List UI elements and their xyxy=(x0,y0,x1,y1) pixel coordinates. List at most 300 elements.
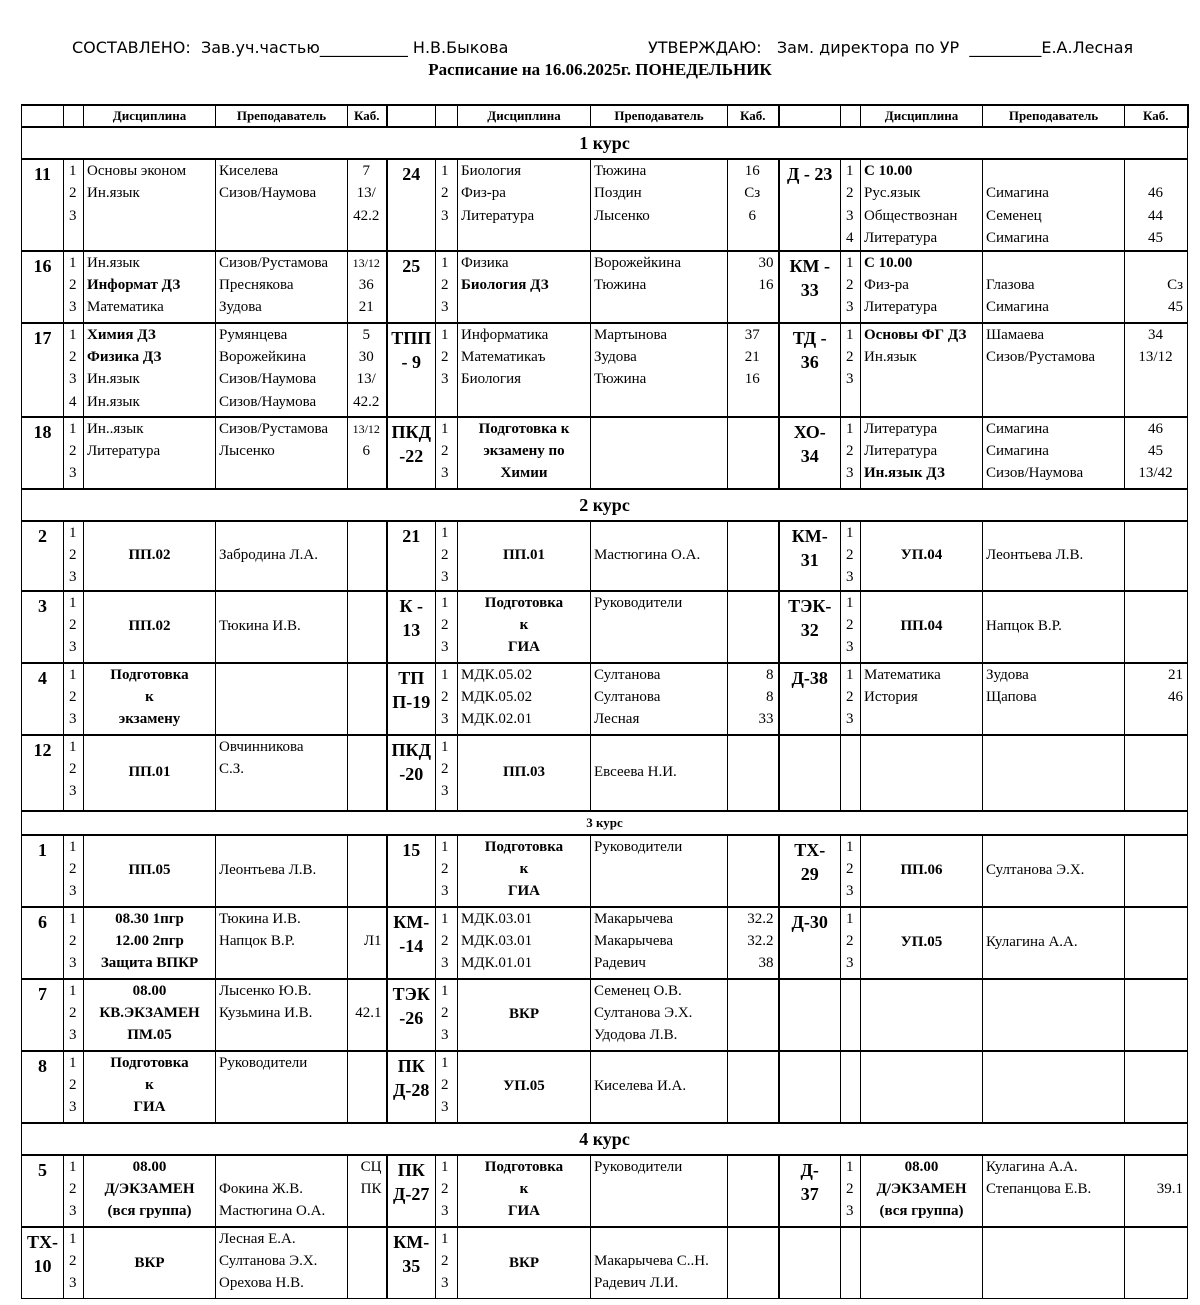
discipline-cell xyxy=(458,323,591,417)
header-blank xyxy=(779,105,841,127)
cell-line xyxy=(351,836,382,858)
discipline-cell xyxy=(861,521,983,591)
cell-line: 3 xyxy=(38,595,47,616)
cell-line xyxy=(351,908,382,930)
cell-line: Литература xyxy=(461,207,535,224)
header-room: Каб. xyxy=(728,105,779,127)
room-cell xyxy=(728,417,779,489)
cell-line: 16 xyxy=(758,277,774,294)
cell-line xyxy=(846,736,859,758)
cell-line: Румянцева xyxy=(219,326,288,343)
cell-line: 1 xyxy=(441,982,449,999)
pair-numbers xyxy=(841,1227,861,1299)
cell-line: Забродина Л.А. xyxy=(219,547,318,564)
discipline-cell xyxy=(861,159,983,251)
group-number xyxy=(22,979,64,1051)
cell-line: Физика ДЗ xyxy=(87,349,162,366)
cell-line: 2 xyxy=(846,1181,854,1198)
cell-line: Биология xyxy=(461,163,522,179)
cell-line: ГИА xyxy=(507,1203,541,1220)
cell-line: ПК xyxy=(360,1181,382,1198)
cell-line: 7 xyxy=(362,163,370,179)
cell-line: 39.1 xyxy=(1156,1181,1183,1198)
cell-line: 3 xyxy=(69,1275,77,1292)
cell-line: к xyxy=(145,689,154,706)
discipline-cell xyxy=(84,1227,216,1299)
pair-numbers xyxy=(841,521,861,591)
cell-line: ПП.06 xyxy=(900,862,943,879)
room-cell xyxy=(728,663,779,735)
room-cell xyxy=(1125,1227,1188,1299)
cell-line xyxy=(986,1052,1121,1074)
cell-line: Поздин xyxy=(594,185,642,202)
cell-line: 3 xyxy=(441,207,449,224)
group-number xyxy=(387,735,436,811)
cell-line: Основы эконом xyxy=(87,163,187,179)
teacher-cell xyxy=(591,1051,728,1123)
cell-line: 3 xyxy=(69,1099,77,1116)
cell-line: Макарычева xyxy=(594,933,674,950)
cell-line: Литература xyxy=(864,420,938,437)
cell-line: Физ-ра xyxy=(461,185,506,202)
cell-line: Симагина xyxy=(986,185,1049,202)
cell-line: 3 xyxy=(441,711,449,728)
cell-line: 2 xyxy=(69,1253,77,1270)
cell-line: 36 xyxy=(358,277,374,294)
cell-line: Сизов/Наумова xyxy=(219,185,317,202)
room-cell xyxy=(728,835,779,907)
cell-line xyxy=(1128,592,1183,614)
cell-line: Киселева И.А. xyxy=(594,1078,687,1095)
cell-line: МДК.02.01 xyxy=(461,711,533,728)
cell-line: 17 xyxy=(33,327,52,348)
teacher-cell xyxy=(591,835,728,907)
cell-line: 3 xyxy=(441,783,449,800)
cell-line: 08.30 1пгр xyxy=(115,910,184,927)
cell-line: МДК.03.01 xyxy=(461,933,533,950)
cell-line: - 9 xyxy=(401,351,421,372)
pair-numbers xyxy=(436,591,458,663)
cell-line: Биология ДЗ xyxy=(461,277,549,294)
cell-line: Зудова xyxy=(594,349,637,366)
cell-line: Макарычева С..Н. xyxy=(594,1253,709,1270)
cell-line: Физика xyxy=(461,254,509,271)
cell-line: 2 xyxy=(441,349,449,366)
approved-by: УТВЕРЖДАЮ: Зам. директора по УР _________Е.А.Лесная xyxy=(648,38,1134,57)
discipline-cell xyxy=(84,663,216,735)
cell-line: УП.05 xyxy=(503,1078,545,1095)
teacher-cell xyxy=(983,251,1125,323)
cell-line: ПК xyxy=(397,1055,425,1076)
cell-line: 3 xyxy=(846,955,854,972)
cell-line: 2 xyxy=(441,1005,449,1022)
cell-line: Султанова Э.Х. xyxy=(219,1253,318,1270)
cell-line: 29 xyxy=(800,863,819,884)
cell-line: 1 xyxy=(441,1054,449,1071)
cell-line xyxy=(846,1228,859,1250)
cell-line: к xyxy=(145,1077,154,1094)
cell-line: 21 xyxy=(358,299,374,316)
teacher-cell xyxy=(216,159,348,251)
pair-numbers xyxy=(436,663,458,735)
room-cell xyxy=(728,323,779,417)
discipline-cell xyxy=(861,1155,983,1227)
cell-line: К - xyxy=(399,595,424,616)
teacher-cell xyxy=(591,323,728,417)
teacher-cell xyxy=(983,835,1125,907)
cell-line: ПП.02 xyxy=(128,618,171,635)
cell-line: ТД - xyxy=(792,327,827,348)
room-cell xyxy=(728,979,779,1051)
cell-line: (вся группа) xyxy=(107,1203,192,1220)
cell-line: Ин.язык xyxy=(87,254,140,271)
pair-numbers xyxy=(436,417,458,489)
group-number xyxy=(387,1051,436,1123)
cell-line: (вся группа) xyxy=(879,1203,964,1220)
teacher-cell xyxy=(216,907,348,979)
cell-line xyxy=(351,1052,382,1074)
cell-line: Симагина xyxy=(986,443,1049,460)
cell-line: КМ - xyxy=(789,255,831,276)
header-blank xyxy=(22,105,64,127)
group-number xyxy=(779,591,841,663)
cell-line: 45 xyxy=(1168,299,1183,316)
cell-line xyxy=(731,736,774,758)
room-cell xyxy=(348,521,387,591)
cell-line: 13/42 xyxy=(1138,465,1173,482)
teacher-cell xyxy=(983,1155,1125,1227)
cell-line: ПП.05 xyxy=(128,862,171,879)
cell-line: 37 xyxy=(744,326,760,343)
cell-line: 46 xyxy=(1168,689,1183,706)
discipline-cell xyxy=(84,323,216,417)
cell-line: 2 xyxy=(69,861,77,878)
pair-numbers xyxy=(64,907,84,979)
cell-line: Д- xyxy=(800,1159,819,1180)
cell-line: Тюжина xyxy=(594,371,647,388)
cell-line: 1 xyxy=(846,666,854,683)
discipline-cell xyxy=(861,251,983,323)
teacher-cell xyxy=(216,835,348,907)
cell-line: Математика xyxy=(864,666,941,683)
cell-line: ВКР xyxy=(508,1006,540,1023)
group-number xyxy=(387,1227,436,1299)
group-number xyxy=(22,521,64,591)
cell-line: Тюжина xyxy=(594,163,647,179)
cell-line: ГИА xyxy=(507,639,541,656)
cell-line: 1 xyxy=(441,524,449,541)
group-number xyxy=(779,979,841,1051)
cell-line: Основы ФГ ДЗ xyxy=(864,326,967,343)
cell-line: 1 xyxy=(69,1230,77,1247)
teacher-cell xyxy=(591,521,728,591)
cell-line: 33 xyxy=(800,279,819,300)
pair-numbers xyxy=(64,735,84,811)
teacher-cell xyxy=(216,417,348,489)
cell-line: 3 xyxy=(69,783,77,800)
cell-line: Д - 23 xyxy=(787,164,833,184)
discipline-cell xyxy=(458,1051,591,1123)
cell-line: 21 xyxy=(744,349,760,366)
cell-line: 30 xyxy=(758,254,774,271)
cell-line: -22 xyxy=(399,445,424,466)
cell-line: 2 xyxy=(69,277,77,294)
discipline-cell xyxy=(861,1051,983,1123)
cell-line: 42.2 xyxy=(353,393,380,410)
pair-numbers xyxy=(841,159,861,251)
pair-numbers xyxy=(841,735,861,811)
cell-line: 44 xyxy=(1148,207,1163,224)
teacher-cell xyxy=(591,591,728,663)
teacher-cell xyxy=(983,1051,1125,1123)
group-row xyxy=(22,979,1188,1051)
cell-line: 3 xyxy=(441,299,449,316)
teacher-cell xyxy=(983,735,1125,811)
pair-numbers xyxy=(841,417,861,489)
group-row xyxy=(22,735,1188,811)
cell-line: ГИА xyxy=(133,1099,166,1116)
cell-line: Кулагина А.А. xyxy=(986,934,1078,951)
cell-line: Ин.язык xyxy=(87,371,140,388)
pair-numbers xyxy=(841,591,861,663)
group-number xyxy=(387,417,436,489)
cell-line: С 10.00 xyxy=(864,254,913,271)
teacher-cell xyxy=(591,251,728,323)
cell-line: 1 xyxy=(69,1158,77,1175)
room-cell xyxy=(728,1051,779,1123)
group-number xyxy=(22,835,64,907)
room-cell xyxy=(1125,663,1188,735)
group-row xyxy=(22,663,1188,735)
cell-line xyxy=(864,980,979,1002)
cell-line xyxy=(781,982,840,1006)
cell-line xyxy=(731,1228,774,1250)
group-number xyxy=(779,835,841,907)
cell-line xyxy=(986,736,1121,758)
group-number xyxy=(387,907,436,979)
cell-line: Подготовка xyxy=(110,1054,189,1071)
cell-line: 46 xyxy=(1148,185,1163,202)
cell-line: Подготовка xyxy=(484,1158,564,1175)
cell-line: 3 xyxy=(69,465,77,482)
group-number xyxy=(779,159,841,251)
cell-line: к xyxy=(519,861,529,878)
teacher-cell xyxy=(216,979,348,1051)
cell-line: ПП.01 xyxy=(128,764,171,781)
cell-line: Информат ДЗ xyxy=(87,277,181,294)
teacher-cell xyxy=(216,323,348,417)
cell-line: 1 xyxy=(441,594,449,611)
teacher-cell xyxy=(983,417,1125,489)
cell-line: Сизов/Рустамова xyxy=(219,420,329,437)
cell-line: 46 xyxy=(1148,420,1163,437)
discipline-cell xyxy=(84,907,216,979)
cell-line: УП.04 xyxy=(900,547,943,564)
pair-numbers xyxy=(436,521,458,591)
cell-line: Сизов/Рустамова xyxy=(986,349,1096,366)
cell-line: ПП.01 xyxy=(502,547,546,564)
pair-numbers xyxy=(841,251,861,323)
group-row xyxy=(22,1051,1188,1123)
group-number xyxy=(779,735,841,811)
cell-line: 21 xyxy=(1168,666,1183,683)
teacher-cell xyxy=(591,663,728,735)
cell-line: Султанова xyxy=(594,666,661,683)
cell-line: Тюкина И.В. xyxy=(219,618,301,635)
cell-line: 3 xyxy=(441,639,449,656)
group-number xyxy=(387,979,436,1051)
room-cell xyxy=(1125,521,1188,591)
cell-line: 2 xyxy=(846,547,854,564)
pair-numbers xyxy=(64,417,84,489)
cell-line: 2 xyxy=(69,1077,77,1094)
cell-line: 2 xyxy=(846,185,854,202)
group-number xyxy=(22,907,64,979)
cell-line: 1 xyxy=(441,1230,449,1247)
cell-line: к xyxy=(519,617,529,634)
cell-line: Руководители xyxy=(594,594,683,611)
schedule-table xyxy=(21,104,1189,1299)
cell-line: 1 xyxy=(38,839,47,860)
room-cell xyxy=(728,1155,779,1227)
header-room: Каб. xyxy=(348,105,387,127)
cell-line: 3 xyxy=(441,1027,449,1044)
room-cell xyxy=(348,1227,387,1299)
cell-line: 1 xyxy=(441,838,449,855)
cell-line: ГИА xyxy=(507,883,541,900)
room-cell xyxy=(728,735,779,811)
discipline-cell xyxy=(458,591,591,663)
discipline-cell xyxy=(84,159,216,251)
course-header-row xyxy=(22,1123,1188,1155)
cell-line: Симагина xyxy=(986,420,1049,437)
discipline-cell xyxy=(458,835,591,907)
cell-line xyxy=(351,592,382,614)
cell-line: 13/12 xyxy=(1138,349,1173,366)
group-number xyxy=(387,835,436,907)
group-number xyxy=(22,735,64,811)
cell-line: 31 xyxy=(800,549,819,570)
cell-line: 2 xyxy=(441,547,449,564)
cell-line: 2 xyxy=(846,617,854,634)
teacher-cell xyxy=(591,159,728,251)
cell-line: 13/12 xyxy=(352,255,380,270)
cell-line: 1 xyxy=(846,326,854,343)
schedule-body xyxy=(22,105,1188,1299)
cell-line: 1 xyxy=(441,420,449,437)
cell-line: Сз xyxy=(744,185,761,202)
teacher-cell xyxy=(983,159,1125,251)
cell-line: ТХ- xyxy=(794,839,826,860)
cell-line: 08.00 xyxy=(904,1158,939,1175)
cell-line: Литература xyxy=(864,299,938,316)
cell-line: 42.1 xyxy=(355,1005,382,1022)
cell-line: Напцок В.Р. xyxy=(219,933,295,950)
cell-line: 2 xyxy=(441,1181,449,1198)
cell-line: Л1 xyxy=(363,933,382,950)
cell-line: С.З. xyxy=(219,761,245,778)
cell-line xyxy=(1128,1228,1183,1250)
group-number xyxy=(387,251,436,323)
course-title: 2 курс xyxy=(22,489,1188,521)
cell-line: Рус.язык xyxy=(864,185,921,202)
cell-line xyxy=(731,1156,774,1178)
cell-line: Химии xyxy=(500,465,548,482)
cell-line: экзамену по xyxy=(483,443,565,460)
pair-numbers xyxy=(436,323,458,417)
group-number xyxy=(779,1227,841,1299)
cell-line: УП.05 xyxy=(900,934,943,951)
cell-line: 3 xyxy=(69,569,77,586)
discipline-cell xyxy=(861,979,983,1051)
cell-line xyxy=(351,664,382,686)
cell-line: 1 xyxy=(846,838,854,855)
cell-line: ТХ- xyxy=(27,1231,58,1252)
cell-line xyxy=(864,1052,979,1074)
cell-line: СЦ xyxy=(360,1158,382,1175)
cell-line xyxy=(731,1052,774,1074)
cell-line: Д-28 xyxy=(393,1079,430,1100)
cell-line: Физ-ра xyxy=(864,277,909,294)
pair-numbers xyxy=(64,1227,84,1299)
cell-line: 7 xyxy=(38,983,47,1004)
room-cell xyxy=(1125,417,1188,489)
discipline-cell xyxy=(458,251,591,323)
cell-line: 12.00 2пгр xyxy=(115,933,184,950)
header-blank xyxy=(436,105,458,127)
cell-line xyxy=(1128,736,1183,758)
room-cell xyxy=(1125,735,1188,811)
cell-line xyxy=(219,664,344,686)
cell-line: 1 xyxy=(69,254,77,271)
cell-line: 1 xyxy=(69,420,77,437)
discipline-cell xyxy=(458,735,591,811)
teacher-cell xyxy=(216,735,348,811)
cell-line: 35 xyxy=(402,1255,421,1276)
room-cell xyxy=(348,1155,387,1227)
cell-line: 33 xyxy=(758,711,774,728)
group-number xyxy=(22,1051,64,1123)
group-number xyxy=(22,1227,64,1299)
cell-line: Руководители xyxy=(219,1054,308,1071)
cell-line: 3 xyxy=(69,207,77,224)
cell-line: 3 xyxy=(69,371,77,388)
cell-line xyxy=(781,1230,840,1254)
course-header-row xyxy=(22,127,1188,159)
cell-line: 30 xyxy=(358,349,374,366)
group-number xyxy=(387,521,436,591)
group-row xyxy=(22,1155,1188,1227)
cell-line: 4 xyxy=(846,230,854,247)
group-row xyxy=(22,251,1188,323)
cell-line: 38 xyxy=(758,955,774,972)
cell-line: Сизов/Наумова xyxy=(986,465,1084,482)
group-number xyxy=(387,1155,436,1227)
room-cell xyxy=(1125,251,1188,323)
cell-line: 13/12 xyxy=(352,421,380,436)
room-cell xyxy=(348,251,387,323)
discipline-cell xyxy=(861,907,983,979)
cell-line: Сизов/Наумова xyxy=(219,371,317,388)
course-title: 3 курс xyxy=(22,811,1188,835)
room-cell xyxy=(348,979,387,1051)
teacher-cell xyxy=(983,521,1125,591)
discipline-cell xyxy=(84,417,216,489)
cell-line: 3 xyxy=(69,883,77,900)
cell-line xyxy=(594,1228,724,1250)
cell-line: МДК.05.02 xyxy=(461,666,533,683)
cell-line: Руководители xyxy=(594,1158,683,1175)
